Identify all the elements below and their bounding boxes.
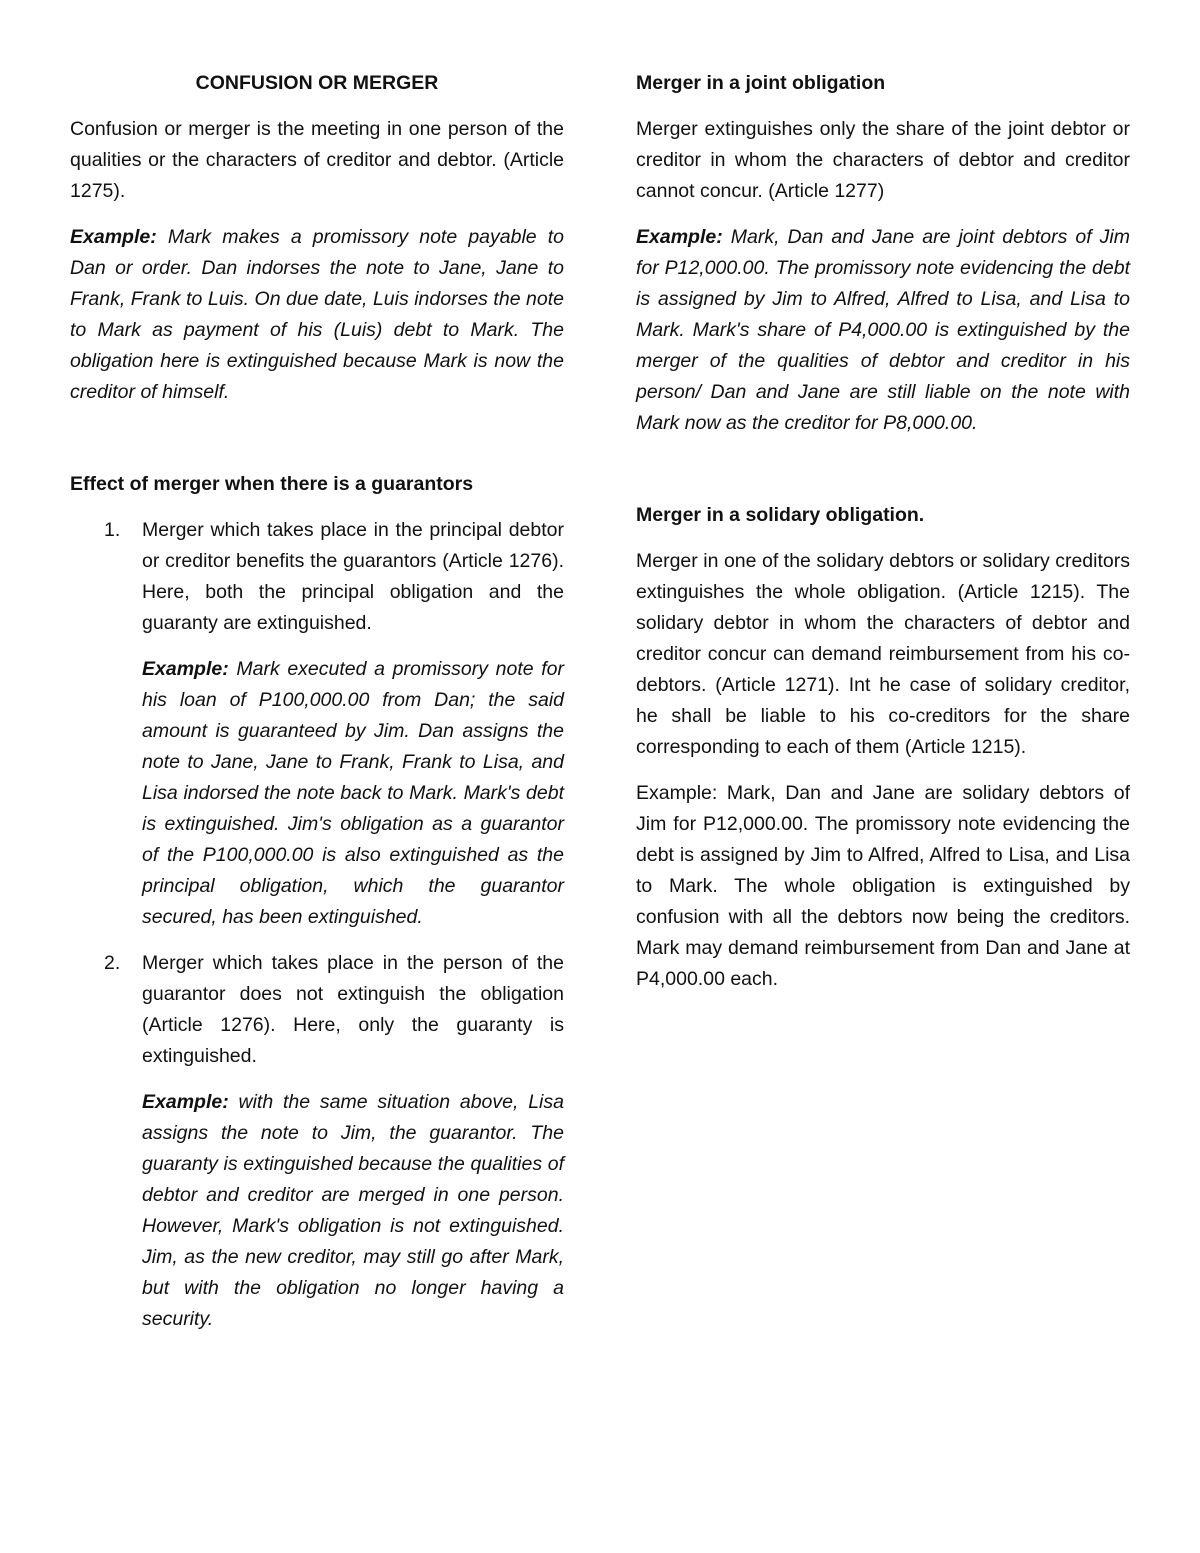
example-text: Mark, Dan and Jane are joint debtors of Jim for P12,000.00. The promissory note evidencing the debt is assigned by Jim to Alfred, Alfred to Lisa, and Lisa to Mark. Mark's share of P4,000.00 is extinguished by the merger of the qualities of debtor and creditor in his person/ Dan and Jane are still liable on the note with Mark now as the creditor for P8,000.00. [636,226,1130,434]
list-item [70,948,564,1335]
example-text: Mark makes a promissory note payable to Dan or order. Dan indorses the note to Jane, Jane to Frank, Frank to Luis. On due date, Luis indorses the note to Mark as payment of his (Luis) debt to Mark. The obligation here is extinguished because Mark is now the creditor of himself. [70,226,564,403]
example-text: Mark executed a promissory note for his loan of P100,000.00 from Dan; the said amount is guaranteed by Jim. Dan assigns the note to Jane, Jane to Frank, Frank to Lisa, and Lisa indorsed the note back to Mark. Mark's debt is extinguished. Jim's obligation as a guarantor of the P100,000.00 is also extinguished as the principal obligation, which the guarantor secured, has been extinguished. [142,658,564,928]
solidary-paragraph: Merger in one of the solidary debtors or solidary creditors extinguishes the whole obligation. (Article 1215). The solidary debtor in whom the characters of debtor and creditor concur can demand reimbursement from his co-debtors. (Article 1271). Int he case of solidary creditor, he shall be liable to his co-creditors for the share corresponding to each of them (Article 1215). [636,550,1130,758]
left-column [70,68,564,1350]
example-label: Example: [70,226,157,248]
list-item-example [142,654,564,933]
list-item-number: 1. [104,519,121,541]
example-label: Example: [142,658,229,680]
page-title: CONFUSION OR MERGER [195,72,439,94]
joint-paragraph: Merger extinguishes only the share of the joint debtor or creditor in whom the characters of debtor and creditor cannot concur. (Article 1277) [636,118,1130,202]
list-item [70,515,564,933]
solidary-example: Example: Mark, Dan and Jane are solidary debtors of Jim for P12,000.00. The promissory note evidencing the debt is assigned by Jim to Alfred, Alfred to Lisa, and Lisa to Mark. The whole obligation is extinguished by confusion with all the debtors now being the creditors. Mark may demand reimbursement from Dan and Jane at P4,000.00 each. [636,782,1130,990]
guarantor-list [70,515,564,1335]
right-column [636,68,1130,1010]
solidary-heading: Merger in a solidary obligation. [636,504,925,526]
intro-paragraph: Confusion or merger is the meeting in one person of the qualities or the characters of creditor and debtor. (Article 1275). [70,118,564,202]
guarantor-heading: Effect of merger when there is a guarantors [70,473,474,495]
list-item-text: Merger which takes place in the person of the guarantor does not extinguish the obligation (Article 1276). Here, only the guaranty is extinguished. [142,952,564,1067]
example-label: Example: [636,226,723,248]
list-item-text: Merger which takes place in the principal debtor or creditor benefits the guarantors (Article 1276). Here, both the principal obligation and the guaranty are extinguished. [142,519,564,634]
example-label: Example: [142,1091,229,1113]
list-item-example [142,1087,564,1335]
example-paragraph-1 [70,222,564,408]
joint-heading: Merger in a joint obligation [636,72,886,94]
joint-example [636,222,1130,439]
list-item-number: 2. [104,952,121,974]
example-text: with the same situation above, Lisa assigns the note to Jim, the guarantor. The guaranty is extinguished because the qualities of debtor and creditor are merged in one person. However, Mark's obligation is not extinguished. Jim, as the new creditor, may still go after Mark, but with the obligation no longer having a security. [142,1091,564,1330]
